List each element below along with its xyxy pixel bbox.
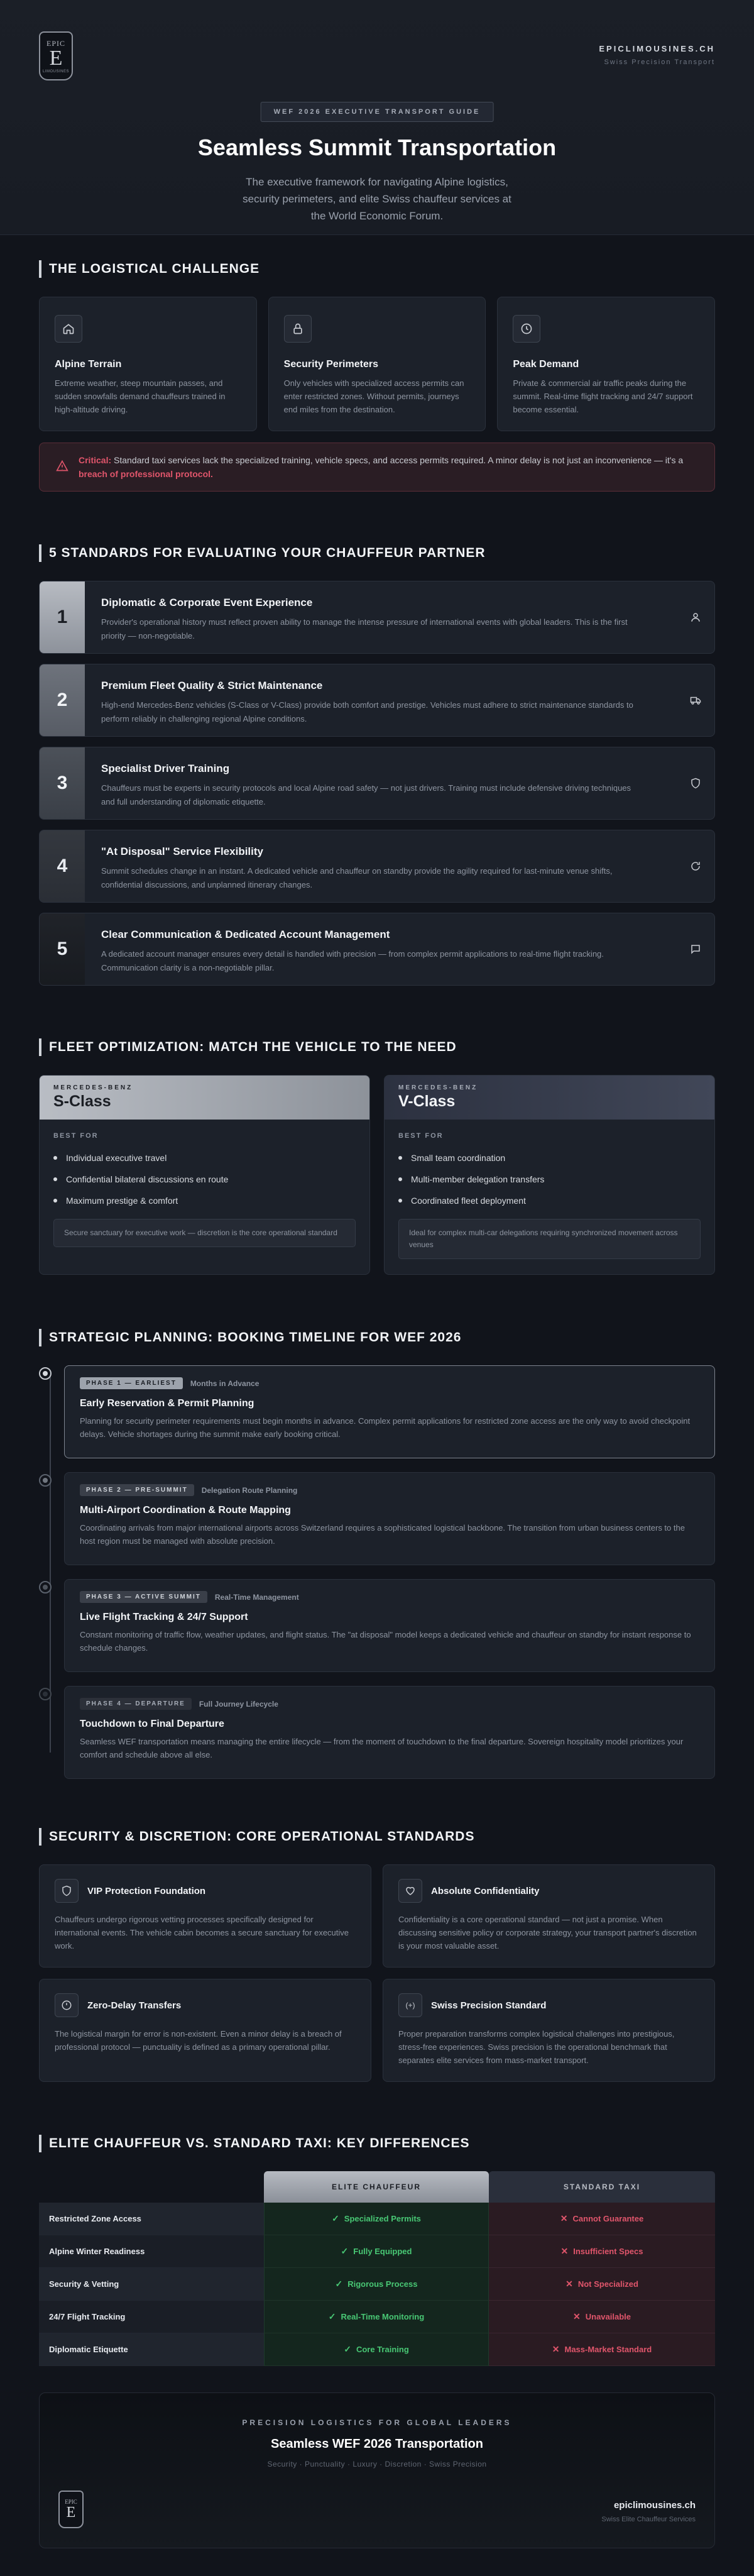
security-card	[383, 1864, 715, 1968]
standard-title: Specialist Driver Training	[101, 762, 230, 774]
standard-item	[39, 747, 715, 820]
bullet-icon	[53, 1156, 57, 1160]
standard-title: "At Disposal" Service Flexibility	[101, 845, 263, 857]
comparison-table	[39, 2171, 715, 2366]
section-title	[39, 1038, 715, 1056]
taxi-cell	[489, 2301, 715, 2333]
elite-cell	[264, 2235, 489, 2268]
elite-cell	[264, 2268, 489, 2301]
section-title-text: FLEET OPTIMIZATION: MATCH THE VEHICLE TO THE NEED	[49, 1040, 457, 1054]
shield-icon	[55, 1879, 79, 1903]
challenge-card	[497, 297, 715, 431]
refresh-icon	[677, 830, 714, 902]
footer-contact	[601, 2500, 696, 2523]
logo-top-text: EPIC	[65, 2499, 77, 2505]
standard-title: Clear Communication & Dedicated Account Management	[101, 928, 390, 940]
phase-text: Constant monitoring of traffic flow, weather updates, and flight status. The "at disposal" model keeps a dedicated vehicle and chauffeur on standby for instant response to schedule changes.	[80, 1630, 691, 1653]
security-card	[39, 1979, 371, 2082]
standard-number: 2	[40, 664, 85, 736]
check-icon: ✓	[335, 2279, 343, 2289]
brand-tagline: Swiss Precision Transport	[604, 58, 715, 66]
table-row	[39, 2333, 715, 2366]
phase-subtitle: Real-Time Management	[214, 1592, 299, 1602]
taxi-cell	[489, 2203, 715, 2235]
timeline-section	[39, 1329, 715, 1793]
standard-text: Summit schedules change in an instant. A dedicated vehicle and chauffeur on standby provide the agility required for last-minute venue shifts, confidential discussions, and unplanned itinerary changes.	[101, 866, 613, 889]
footer-kicker: PRECISION LOGISTICS FOR GLOBAL LEADERS	[242, 2418, 512, 2427]
list-item	[53, 1169, 356, 1190]
shield-icon	[677, 747, 714, 819]
warning-icon	[56, 460, 79, 475]
best-for-label: BEST FOR	[398, 1132, 444, 1140]
security-section	[39, 1828, 715, 2082]
best-for-list	[53, 1147, 356, 1211]
phase-title: Multi-Airport Coordination & Route Mapping	[80, 1505, 291, 1516]
cross-icon: ✕	[560, 2213, 568, 2223]
timeline-phase	[64, 1472, 715, 1565]
list-item	[53, 1147, 356, 1169]
standard-number: 5	[40, 913, 85, 985]
standards-list	[39, 581, 715, 986]
phase-subtitle: Delegation Route Planning	[201, 1485, 298, 1495]
home-icon	[55, 315, 82, 343]
lock-icon	[284, 315, 312, 343]
timeline-phase	[64, 1686, 715, 1779]
section-title-text: 5 STANDARDS FOR EVALUATING YOUR CHAUFFEUR PARTNER	[49, 546, 486, 560]
critical-label: Critical:	[79, 455, 112, 465]
logo-mark: E	[66, 2504, 76, 2521]
bullet-icon	[398, 1156, 402, 1160]
footer-tags: Security · Punctuality · Luxury · Discretion · Swiss Precision	[267, 2460, 487, 2469]
timeline-phase	[64, 1365, 715, 1458]
title-accent-bar	[39, 1329, 41, 1346]
standards-section	[39, 544, 715, 996]
check-icon: ✓	[328, 2311, 336, 2321]
list-item-text: Multi-member delegation transfers	[411, 1174, 545, 1184]
standard-text: Provider's operational history must reflect proven ability to manage the intense pressure of international events with global leaders. This is the first priority — non-negotiable.	[101, 617, 628, 641]
critical-alert	[39, 443, 715, 492]
table-row	[39, 2268, 715, 2301]
vehicle-model: V-Class	[398, 1093, 456, 1110]
card-title: Alpine Terrain	[55, 359, 122, 370]
standard-number: 4	[40, 830, 85, 902]
section-title-text: SECURITY & DISCRETION: CORE OPERATIONAL STANDARDS	[49, 1829, 475, 1844]
timeline-dot	[39, 1581, 52, 1593]
table-row	[39, 2301, 715, 2333]
list-item-text: Coordinated fleet deployment	[411, 1196, 526, 1206]
page-subtitle: The executive framework for navigating Alpine logistics, security perimeters, and elite Swiss chauffeur services at the World Economic Forum.	[243, 176, 511, 222]
challenge-section	[39, 260, 715, 492]
phase-text: Planning for security perimeter requirements must begin months in advance. Complex permit applications for restricted zone access are the only way to avoid checkpoint delays. Vehicle shortages during the summit make early booking critical.	[80, 1416, 691, 1439]
card-text: Chauffeurs undergo rigorous vetting processes specifically designed for international events. The vehicle cabin becomes a secure sanctuary for executive work.	[55, 1915, 349, 1951]
title-accent-bar	[39, 2135, 41, 2152]
card-text: Proper preparation transforms complex logistical challenges into prestigious, stress-free experiences. Swiss precision is the operational benchmark that separates elite services from mass-market transport.	[398, 2029, 675, 2065]
best-for-list	[398, 1147, 701, 1211]
user-icon	[677, 581, 714, 653]
check-icon: ✓	[344, 2344, 351, 2354]
card-text: Private & commercial air traffic peaks during the summit. Real-time flight tracking and 24/7 support become essential.	[513, 378, 693, 414]
clock-icon	[513, 315, 540, 343]
vehicle-note: Ideal for complex multi-car delegations requiring synchronized movement across venues	[398, 1219, 701, 1259]
title-accent-bar	[39, 544, 41, 562]
taxi-value: Unavailable	[585, 2312, 631, 2321]
truck-icon	[677, 664, 714, 736]
section-title	[39, 1329, 715, 1346]
vehicle-maker: MERCEDES-BENZ	[53, 1084, 133, 1091]
row-label: Security & Vetting	[39, 2268, 264, 2301]
elite-cell	[264, 2333, 489, 2366]
bullet-icon	[53, 1199, 57, 1203]
section-title	[39, 544, 715, 562]
standard-number: 1	[40, 581, 85, 653]
section-title	[39, 2135, 715, 2152]
card-title: VIP Protection Foundation	[87, 1885, 206, 1896]
check-icon: ✓	[332, 2213, 339, 2223]
timeline-phase	[64, 1579, 715, 1672]
standard-text: High-end Mercedes-Benz vehicles (S-Class or V-Class) provide both comfort and prestige. Vehicles must adhere to strict maintenance standards to perform reliably in challenging regional Alpine conditions.	[101, 700, 633, 724]
security-card	[383, 1979, 715, 2082]
list-item	[398, 1190, 701, 1211]
elite-value: Rigorous Process	[347, 2279, 418, 2289]
footer	[39, 2392, 715, 2548]
list-item	[398, 1169, 701, 1190]
card-title: Absolute Confidentiality	[431, 1885, 540, 1896]
hero-header	[0, 0, 754, 235]
phase-title: Live Flight Tracking & 24/7 Support	[80, 1612, 248, 1622]
timeline-dot	[39, 1367, 52, 1380]
best-for-label: BEST FOR	[53, 1132, 99, 1140]
vehicle-model: S-Class	[53, 1093, 111, 1110]
heart-icon	[398, 1879, 422, 1903]
logo-top-text: EPIC	[46, 38, 65, 48]
standard-text: A dedicated account manager ensures every detail is handled with precision — from complex permit applications to real-time flight tracking. Communication clarity is a non-negotiable pillar.	[101, 949, 604, 972]
check-icon: ✓	[341, 2246, 349, 2256]
vehicle-card-s-class	[39, 1075, 370, 1275]
critical-emphasis: breach of professional protocol.	[79, 469, 213, 479]
vehicle-body	[385, 1120, 714, 1272]
elite-value: Specialized Permits	[344, 2214, 421, 2223]
footer-title: Seamless WEF 2026 Transportation	[271, 2437, 483, 2451]
challenge-card	[39, 297, 257, 431]
vehicle-note: Secure sanctuary for executive work — discretion is the core operational standard	[53, 1219, 356, 1247]
vehicle-maker: MERCEDES-BENZ	[398, 1084, 478, 1091]
row-label: Restricted Zone Access	[39, 2203, 264, 2235]
list-item-text: Confidential bilateral discussions en route	[66, 1174, 229, 1184]
section-title-text: THE LOGISTICAL CHALLENGE	[49, 261, 260, 276]
vehicle-header	[40, 1076, 369, 1120]
title-accent-bar	[39, 260, 41, 278]
message-icon	[677, 913, 714, 985]
table-row	[39, 2235, 715, 2268]
list-item-text: Small team coordination	[411, 1153, 506, 1163]
standard-title: Premium Fleet Quality & Strict Maintenance	[101, 680, 323, 691]
logo-bottom-text: LIMOUSINES	[42, 69, 69, 74]
phase-subtitle: Full Journey Lifecycle	[199, 1699, 278, 1709]
standard-text: Chauffeurs must be experts in security protocols and local Alpine road safety — not just drivers. Training must include defensive driving techniques and full understanding of diplomatic etiquette.	[101, 783, 631, 806]
vehicle-header	[385, 1076, 714, 1120]
footer-tagline: Swiss Elite Chauffeur Services	[601, 2516, 696, 2523]
booking-timeline	[39, 1365, 715, 1779]
phase-title: Touchdown to Final Departure	[80, 1719, 224, 1729]
swiss-icon: (+)	[398, 1993, 422, 2017]
security-cards	[39, 1864, 715, 2082]
timeline-dot	[39, 1688, 52, 1700]
card-text: Extreme weather, steep mountain passes, and sudden snowfalls demand chauffeurs trained in high-altitude driving.	[55, 378, 226, 414]
logo-mark: E	[49, 46, 63, 70]
elite-cell	[264, 2301, 489, 2333]
row-label: Alpine Winter Readiness	[39, 2235, 264, 2268]
cross-icon: ✕	[573, 2311, 581, 2321]
row-label: Diplomatic Etiquette	[39, 2333, 264, 2366]
table-row	[39, 2203, 715, 2235]
elite-value: Fully Equipped	[353, 2247, 412, 2256]
standard-item	[39, 664, 715, 737]
card-text: Only vehicles with specialized access permits can enter restricted zones. Without permits, journeys end miles from the destination.	[283, 378, 464, 414]
phase-title: Early Reservation & Permit Planning	[80, 1398, 254, 1409]
card-title: Swiss Precision Standard	[431, 2000, 547, 2011]
standard-number: 3	[40, 747, 85, 819]
challenge-card	[268, 297, 486, 431]
card-text: The logistical margin for error is non-existent. Even a minor delay is a breach of professional protocol — punctuality is defined as a primary operational pillar.	[55, 2029, 342, 2052]
cross-icon: ✕	[560, 2246, 569, 2256]
footer-url[interactable]: epiclimousines.ch	[613, 2500, 696, 2511]
table-body	[39, 2203, 715, 2366]
phase-text: Seamless WEF transportation means managing the entire lifecycle — from the moment of touchdown to the final departure. Sovereign hospitality model prioritizes your comfort and schedule above all else.	[80, 1737, 684, 1759]
guide-badge: WEF 2026 EXECUTIVE TRANSPORT GUIDE	[261, 102, 494, 122]
phase-subtitle: Months in Advance	[190, 1379, 260, 1388]
title-accent-bar	[39, 1038, 41, 1056]
standard-item	[39, 581, 715, 654]
elite-value: Core Training	[356, 2345, 409, 2354]
phase-tag: PHASE 1 — EARLIEST	[80, 1377, 183, 1389]
list-item	[53, 1190, 356, 1211]
taxi-column-header: STANDARD TAXI	[489, 2171, 715, 2203]
section-title-text: STRATEGIC PLANNING: BOOKING TIMELINE FOR WEF 2026	[49, 1330, 462, 1345]
phase-tag: PHASE 3 — ACTIVE SUMMIT	[80, 1591, 207, 1603]
comparison-section	[39, 2135, 715, 2366]
footer-logo[interactable]	[58, 2491, 84, 2528]
standard-item	[39, 913, 715, 986]
card-title: Peak Demand	[513, 359, 579, 370]
fleet-section	[39, 1038, 715, 1275]
cross-icon: ✕	[566, 2279, 573, 2289]
taxi-value: Cannot Guarantee	[572, 2214, 644, 2223]
brand-url[interactable]: EPICLIMOUSINES.CH	[599, 44, 715, 53]
taxi-value: Not Specialized	[577, 2279, 638, 2289]
card-text: Confidentiality is a core operational standard — not just a promise. When discussing sensitive policy or corporate strategy, your transport partner's discretion is your most valuable asset.	[398, 1915, 697, 1951]
taxi-cell	[489, 2235, 715, 2268]
elite-column-header: ELITE CHAUFFEUR	[264, 2171, 489, 2203]
card-title: Security Perimeters	[283, 359, 378, 370]
list-item-text: Individual executive travel	[66, 1153, 167, 1163]
challenge-cards	[39, 297, 715, 431]
standard-item	[39, 830, 715, 903]
critical-body: Standard taxi services lack the specialized training, vehicle specs, and access permits required. A minor delay is not just an inconvenience — it's a	[111, 455, 684, 465]
timeline-dot	[39, 1474, 52, 1487]
bullet-icon	[398, 1199, 402, 1203]
phase-text: Coordinating arrivals from major international airports across Switzerland requires a sophisticated logistical backbone. The transition from urban business centers to the host region must be managed with absolute precision.	[80, 1523, 685, 1546]
security-card	[39, 1864, 371, 1968]
phase-tag: PHASE 4 — DEPARTURE	[80, 1698, 192, 1710]
phase-tag: PHASE 2 — PRE-SUMMIT	[80, 1484, 194, 1496]
elite-value: Real-Time Monitoring	[341, 2312, 425, 2321]
list-item-text: Maximum prestige & comfort	[66, 1196, 178, 1206]
table-header	[39, 2171, 715, 2203]
row-label: 24/7 Flight Tracking	[39, 2301, 264, 2333]
section-title	[39, 1828, 715, 1846]
vehicle-card-v-class	[384, 1075, 715, 1275]
standard-title: Diplomatic & Corporate Event Experience	[101, 597, 313, 608]
critical-text	[79, 453, 698, 481]
vehicle-body	[40, 1120, 369, 1260]
taxi-cell	[489, 2268, 715, 2301]
section-title	[39, 260, 715, 278]
taxi-value: Mass-Market Standard	[564, 2345, 652, 2354]
cross-icon: ✕	[552, 2344, 560, 2354]
brand-logo[interactable]	[39, 31, 73, 80]
bullet-icon	[53, 1177, 57, 1181]
taxi-cell	[489, 2333, 715, 2366]
brand-block	[599, 44, 715, 66]
elite-cell	[264, 2203, 489, 2235]
list-item	[398, 1147, 701, 1169]
taxi-value: Insufficient Specs	[573, 2247, 643, 2256]
page-title: Seamless Summit Transportation	[197, 135, 557, 160]
bullet-icon	[398, 1177, 402, 1181]
timer-icon	[55, 1993, 79, 2017]
card-title: Zero-Delay Transfers	[87, 2000, 182, 2011]
fleet-cards	[39, 1075, 715, 1275]
title-accent-bar	[39, 1828, 41, 1846]
section-title-text: ELITE CHAUFFEUR VS. STANDARD TAXI: KEY DIFFERENCES	[49, 2136, 470, 2150]
